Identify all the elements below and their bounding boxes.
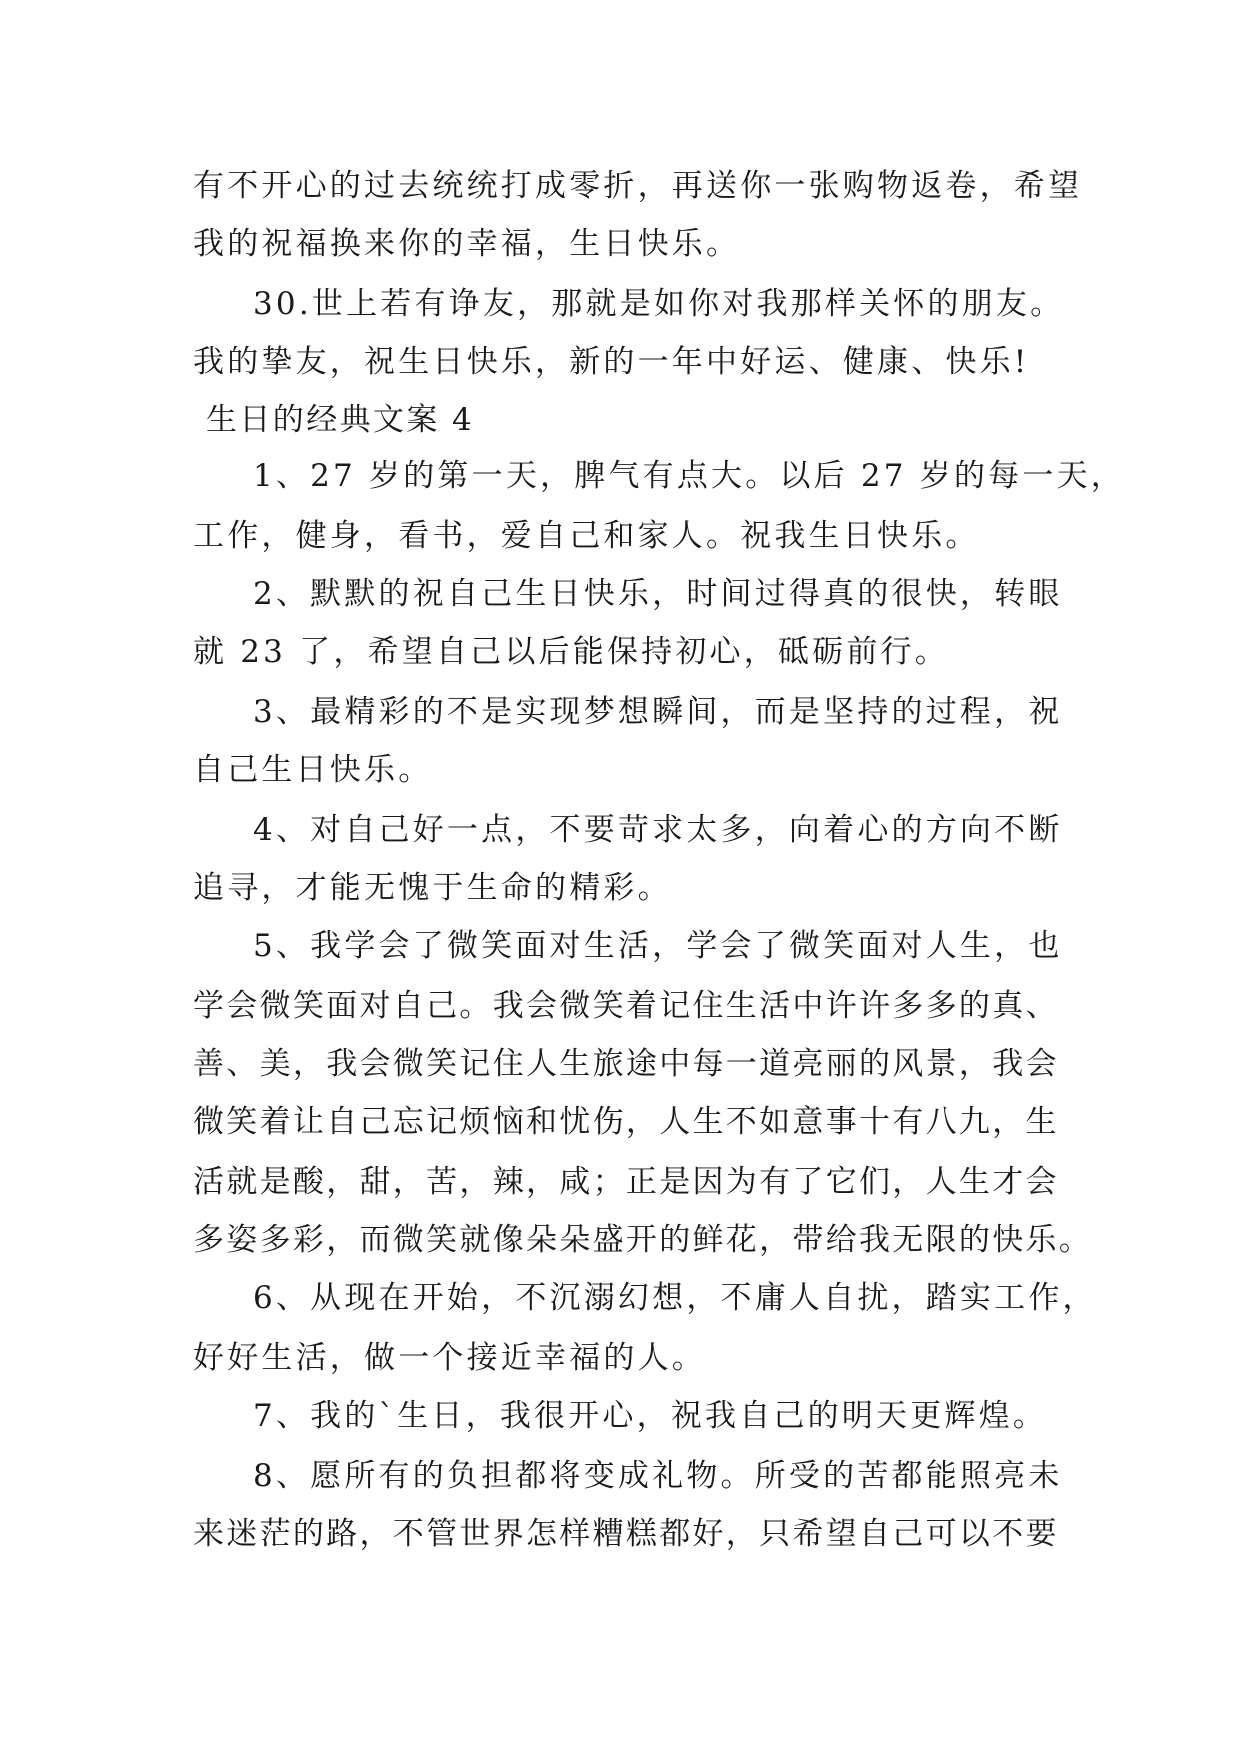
text-line: 就 23 了，希望自己以后能保持初心，砥砺前行。	[193, 634, 949, 670]
text-line: 6、从现在开始，不沉溺幻想，不庸人自扰，踏实工作，	[253, 1280, 1097, 1316]
text-line: 自己生日快乐。	[193, 752, 433, 788]
text-line: 5、我学会了微笑面对生活，学会了微笑面对人生，也	[253, 928, 1063, 964]
text-line: 2、默默的祝自己生日快乐，时间过得真的很快，转眼	[253, 576, 1063, 612]
text-line: 善、美，我会微笑记住人生旅途中每一道亮丽的风景，我会	[193, 1046, 1059, 1082]
text-line: 30.世上若有诤友，那就是如你对我那样关怀的朋友。	[253, 286, 1065, 322]
text-line: 有不开心的过去统统打成零折，再送你一张购物返卷，希望	[193, 168, 1083, 204]
text-line: 来迷茫的路，不管世界怎样糟糕都好，只希望自己可以不要	[193, 1516, 1059, 1552]
text-line: 多姿多彩，而微笑就像朵朵盛开的鲜花，带给我无限的快乐。	[193, 1222, 1093, 1258]
text-line: 我的祝福换来你的幸福，生日快乐。	[193, 226, 741, 262]
text-line: 学会微笑面对自己。我会微笑着记住生活中许许多多的真、	[193, 988, 1059, 1024]
text-line: 活就是酸，甜，苦，辣，咸；正是因为有了它们，人生才会	[193, 1164, 1059, 1200]
text-line: 4、对自己好一点，不要苛求太多，向着心的方向不断	[253, 812, 1063, 848]
text-line: 8、愿所有的负担都将变成礼物。所受的苦都能照亮未	[253, 1458, 1063, 1494]
section-heading: 生日的经典文案 4	[206, 402, 475, 438]
text-line: 追寻，才能无愧于生命的精彩。	[193, 870, 672, 906]
text-line: 工作，健身，看书，爱自己和家人。祝我生日快乐。	[193, 518, 980, 554]
text-line: 好好生活，做一个接近幸福的人。	[193, 1340, 706, 1376]
text-line: 我的挚友，祝生日快乐，新的一年中好运、健康、快乐!	[193, 344, 1030, 380]
text-line: 微笑着让自己忘记烦恼和忧伤，人生不如意事十有八九，生	[193, 1104, 1059, 1140]
text-line: 3、最精彩的不是实现梦想瞬间，而是坚持的过程，祝	[253, 694, 1063, 730]
text-line: 1、27 岁的第一天，脾气有点大。以后 27 岁的每一天，	[253, 458, 1125, 494]
text-line: 7、我的`生日，我很开心，祝我自己的明天更辉煌。	[253, 1398, 1048, 1434]
